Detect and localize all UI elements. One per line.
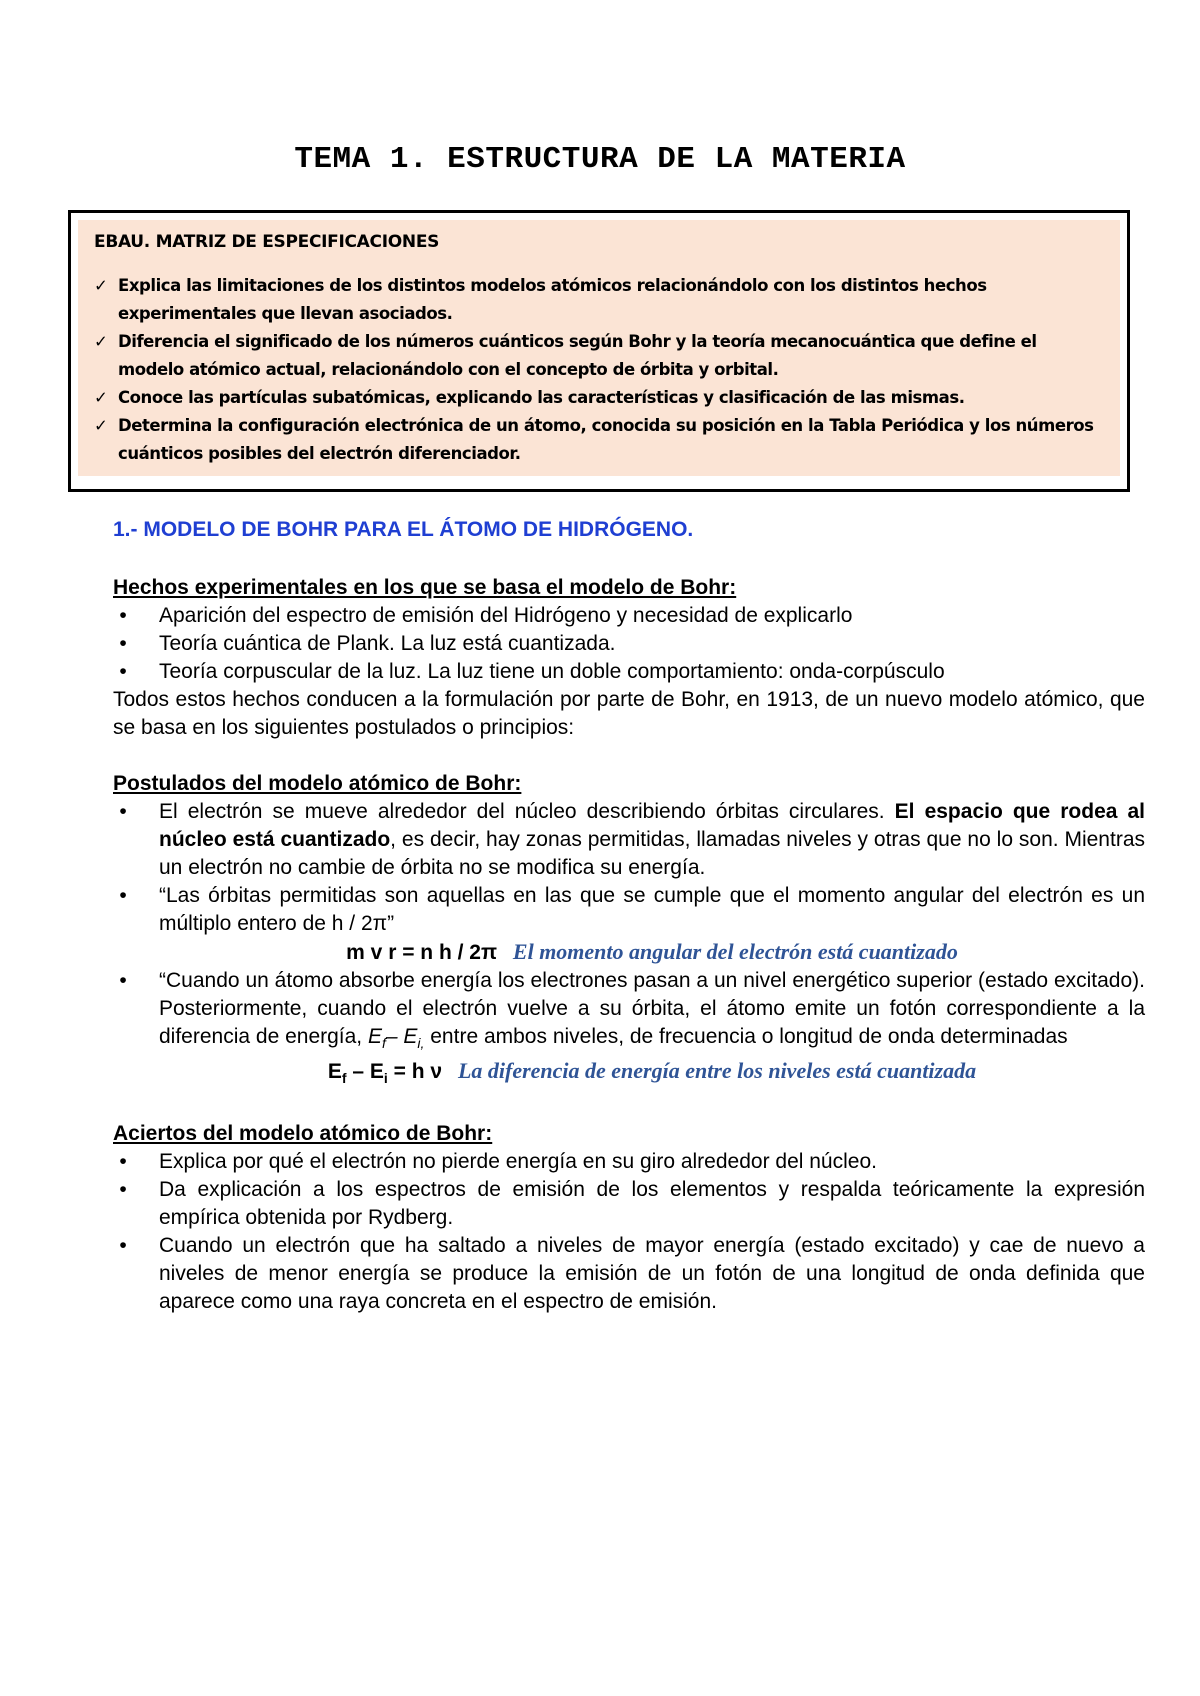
energy-final-symbol xyxy=(367,1025,425,1052)
list-item xyxy=(113,630,1145,658)
list-item-text: Aparición del espectro de emisión del Hidrógeno y necesidad de explicarlo xyxy=(159,604,853,627)
bullet-icon: • xyxy=(119,969,127,992)
bullet-icon: • xyxy=(119,660,127,683)
list-item xyxy=(113,967,1145,1057)
specification-item xyxy=(94,328,1106,384)
specifications-heading: EBAU. MATRIZ DE ESPECIFICACIONES xyxy=(94,232,440,252)
list-item-text: Teoría corpuscular de la luz. La luz tiene un doble comportamiento: onda-corpúsculo xyxy=(159,660,945,683)
formula-energy-difference xyxy=(113,1057,1145,1092)
hechos-list xyxy=(113,602,1145,686)
postulados-heading: Postulados del modelo atómico de Bohr: xyxy=(113,772,522,795)
list-item xyxy=(113,658,1145,686)
bullet-icon: • xyxy=(119,884,127,907)
bullet-icon: • xyxy=(119,1234,127,1258)
energy-symbol: E xyxy=(327,1060,342,1084)
bullet-icon: • xyxy=(119,632,127,655)
checkmark-icon: ✓ xyxy=(94,332,108,351)
specification-item xyxy=(94,384,1106,412)
list-item xyxy=(113,882,1145,938)
formula-equation: m v r = n h / 2π xyxy=(346,941,498,964)
list-item-text: Da explicación a los espectros de emisión de los elementos y respalda teóricamente la expresión empírica obtenida por Rydberg. xyxy=(159,1178,1145,1230)
formula-angular-momentum xyxy=(113,938,1145,967)
equation-rest: = h ν xyxy=(387,1060,443,1084)
bullet-icon: • xyxy=(119,604,127,627)
hechos-paragraph: Todos estos hechos conducen a la formulación por parte de Bohr, en 1913, de un nuevo modelo atómico, que se basa en los siguientes postulados o principios: xyxy=(113,688,1145,739)
bullet-icon: • xyxy=(119,1150,127,1174)
list-item xyxy=(113,1176,1145,1232)
postulado-text: “Las órbitas permitidas son aquellas en las que se cumple que el momento angular del electrón es un múltiplo entero de h / 2π” xyxy=(159,884,1145,935)
postulado-emphasis: El espacio que rodea al núcleo está cuantizado xyxy=(159,800,1146,851)
list-item-text: Teoría cuántica de Plank. La luz está cuantizada. xyxy=(159,632,616,655)
bullet-icon: • xyxy=(119,800,127,823)
specifications-box-fill xyxy=(78,220,1120,476)
aciertos-list xyxy=(113,1148,1145,1316)
postulados-list xyxy=(113,798,1145,938)
hechos-heading: Hechos experimentales en los que se basa el modelo de Bohr: xyxy=(113,576,737,599)
formula-note: La diferencia de energía entre los niveles está cuantizada xyxy=(457,1058,977,1084)
subscript-f: f xyxy=(341,1070,347,1087)
specification-text: Conoce las partículas subatómicas, explicando las características y clasificación de las mismas. xyxy=(118,388,965,407)
list-item xyxy=(113,1148,1145,1176)
specification-item xyxy=(94,412,1106,468)
list-item-text: Cuando un electrón que ha saltado a niveles de mayor energía (estado excitado) y cae de nuevo a niveles de menor energía se produce la emisión de un fotón de una longitud de onda definida que aparece como una raya concreta en el espectro de emisión. xyxy=(159,1234,1145,1314)
specification-text: Determina la configuración electrónica de un átomo, conocida su posición en la Tabla Periódica y los números cuánticos posibles del electrón diferenciador. xyxy=(118,416,1094,463)
checkmark-icon: ✓ xyxy=(94,416,108,435)
bullet-icon: • xyxy=(119,1178,127,1202)
specification-text: Explica las limitaciones de los distintos modelos atómicos relacionándolo con los distintos hechos experimentales que llevan asociados. xyxy=(118,276,987,323)
formula-note: El momento angular del electrón está cuantizado xyxy=(512,939,958,964)
aciertos-heading: Aciertos del modelo atómico de Bohr: xyxy=(113,1122,493,1146)
energy-dash: – E xyxy=(346,1060,384,1084)
postulado-text-a: “Cuando un átomo absorbe energía los electrones pasan a un nivel energético superior (estado excitado). Posteriormente, cuando el electrón vuelve a su órbita, el átomo emite un fotón correspondiente a la diferencia de energía, xyxy=(159,969,1145,1048)
formula-equation xyxy=(327,1060,443,1087)
document-title: TEMA 1. ESTRUCTURA DE LA MATERIA xyxy=(294,142,906,177)
list-item-text: Explica por qué el electrón no pierde energía en su giro alrededor del núcleo. xyxy=(159,1150,877,1174)
postulado-text-a: El electrón se mueve alrededor del núcleo describiendo órbitas circulares. xyxy=(159,800,895,823)
main-content xyxy=(113,518,1145,1316)
postulado-text-b: entre ambos niveles, de frecuencia o longitud de onda determinadas xyxy=(424,1025,1068,1048)
checkmark-icon: ✓ xyxy=(94,276,108,295)
specification-text: Diferencia el significado de los números cuánticos según Bohr y la teoría mecanocuántica que define el modelo atómico actual, relacionándolo con el concepto de órbita y orbital. xyxy=(118,332,1037,379)
list-item xyxy=(113,1232,1145,1316)
section-title: 1.- MODELO DE BOHR PARA EL ÁTOMO DE HIDRÓGENO. xyxy=(113,518,694,541)
list-item xyxy=(113,602,1145,630)
subscript-i: i, xyxy=(417,1035,425,1052)
postulados-list-continued xyxy=(113,967,1145,1057)
specifications-box xyxy=(68,210,1130,492)
specifications-list xyxy=(94,272,1106,468)
energy-dash: – E xyxy=(385,1025,418,1048)
subscript-i: i xyxy=(383,1070,388,1087)
list-item xyxy=(113,798,1145,882)
specification-item xyxy=(94,272,1106,328)
subscript-f: f xyxy=(382,1035,386,1052)
energy-symbol: E xyxy=(367,1025,382,1048)
postulado-text-c: , es decir, hay zonas permitidas, llamadas niveles y otras que no lo son. Mientras un electrón no cambie de órbita no se modifica su energía. xyxy=(159,828,1145,879)
checkmark-icon: ✓ xyxy=(94,388,108,407)
